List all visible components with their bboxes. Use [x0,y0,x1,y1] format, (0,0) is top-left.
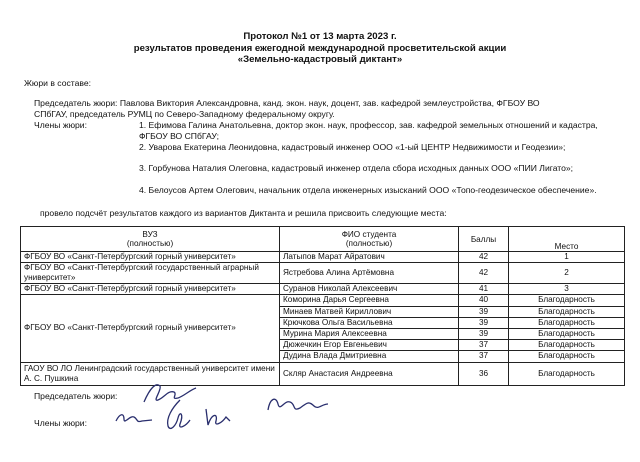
score-cell: 41 [459,284,509,295]
score-cell: 37 [459,351,509,362]
place-cell: Благодарность [509,328,625,339]
col-header-place: Место [509,227,625,252]
table-row [21,295,625,306]
score-cell: 39 [459,328,509,339]
member-3: 3. Горбунова Наталия Олеговна, кадастровый инженер отдела сбора исходных данных ООО «ПИИ Лигато»; [139,163,574,173]
members-label: Члены жюри: [34,120,87,130]
col-header-fio: ФИО студента (полностью) [280,227,459,252]
fio-cell: Суранов Николай Алексеевич [280,284,459,295]
vuz-cell: ФГБОУ ВО «Санкт-Петербургский государственный аграрный университет» [21,263,280,284]
fio-cell: Дудина Влада Дмитриевна [280,351,459,362]
fio-cell: Ястребова Алина Артёмовна [280,263,459,284]
member-2: 2. Уварова Екатерина Леонидовна, кадастровый инженер ООО «1-ый ЦЕНТР Недвижимости и Геодезии»; [139,142,566,152]
place-cell: 1 [509,252,625,263]
decision-text: провело подсчёт результатов каждого из вариантов Диктанта и решила присвоить следующие места: [40,208,447,218]
fio-cell: Коморина Дарья Сергеевна [280,295,459,306]
table-row [21,263,625,284]
fio-cell: Мурина Мария Алексеевна [280,328,459,339]
fio-cell: Дюжечкин Егор Евгеньевич [280,340,459,351]
member-1: 1. Ефимова Галина Анатольевна, доктор экон. наук, профессор, зав. кафедрой земельных отношений и кадастра, ФГБОУ ВО СПбГАУ; [139,120,598,141]
fio-cell: Скляр Анастасия Андреевна [280,362,459,385]
vuz-cell: ФГБОУ ВО «Санкт-Петербургский горный университет» [21,284,280,295]
chairman-line-2: СПбГАУ, председатель РУМЦ по Северо-Западному федеральному округу. [34,109,335,119]
col-header-score: Баллы [459,227,509,252]
members-sign-label: Члены жюри: [34,418,87,428]
signature-right [262,392,332,418]
score-cell: 36 [459,362,509,385]
vuz-cell: ФГБОУ ВО «Санкт-Петербургский горный университет» [21,295,280,362]
vuz-cell: ФГБОУ ВО «Санкт-Петербургский горный университет» [21,252,280,263]
results-table [20,226,625,386]
vuz-cell: ГАОУ ВО ЛО Ленинградский государственный университет имени А. С. Пушкина [21,362,280,385]
place-cell: Благодарность [509,306,625,317]
fio-cell: Латыпов Марат Айратович [280,252,459,263]
place-cell: Благодарность [509,295,625,306]
score-cell: 39 [459,317,509,328]
score-cell: 37 [459,340,509,351]
table-row [21,284,625,295]
place-cell: Благодарность [509,362,625,385]
score-cell: 40 [459,295,509,306]
table-row [21,252,625,263]
place-cell: Благодарность [509,317,625,328]
place-cell: 2 [509,263,625,284]
place-cell: Благодарность [509,351,625,362]
protocol-subtitle: результатов проведения ежегодной международной просветительской акции [133,43,507,54]
member-signature-2 [158,396,198,436]
fio-cell: Минаев Матвей Кириллович [280,306,459,317]
score-cell: 39 [459,306,509,317]
fio-cell: Крючкова Ольга Васильевна [280,317,459,328]
table-header-row [21,227,625,252]
chairman-sign-label: Председатель жюри: [34,391,118,401]
member-signature-3 [200,403,234,431]
jury-intro: Жюри в составе: [24,78,92,88]
chairman-line-1: Председатель жюри: Павлова Виктория Александровна, канд. экон. наук, доцент, зав. кафедрой землеустройства, ФГБОУ ВО [34,98,540,108]
col-header-vuz: ВУЗ (полностью) [21,227,280,252]
table-row [21,362,625,385]
score-cell: 42 [459,252,509,263]
member-4: 4. Белоусов Артем Олегович, начальник отдела инженерных изысканий ООО «Топо-геодезическое обеспечение». [139,185,597,195]
place-cell: Благодарность [509,340,625,351]
protocol-event-name: «Земельно-кадастровый диктант» [237,54,403,65]
score-cell: 42 [459,263,509,284]
protocol-title: Протокол №1 от 13 марта 2023 г. [243,31,397,42]
place-cell: 3 [509,284,625,295]
member-signature-1 [112,405,158,431]
